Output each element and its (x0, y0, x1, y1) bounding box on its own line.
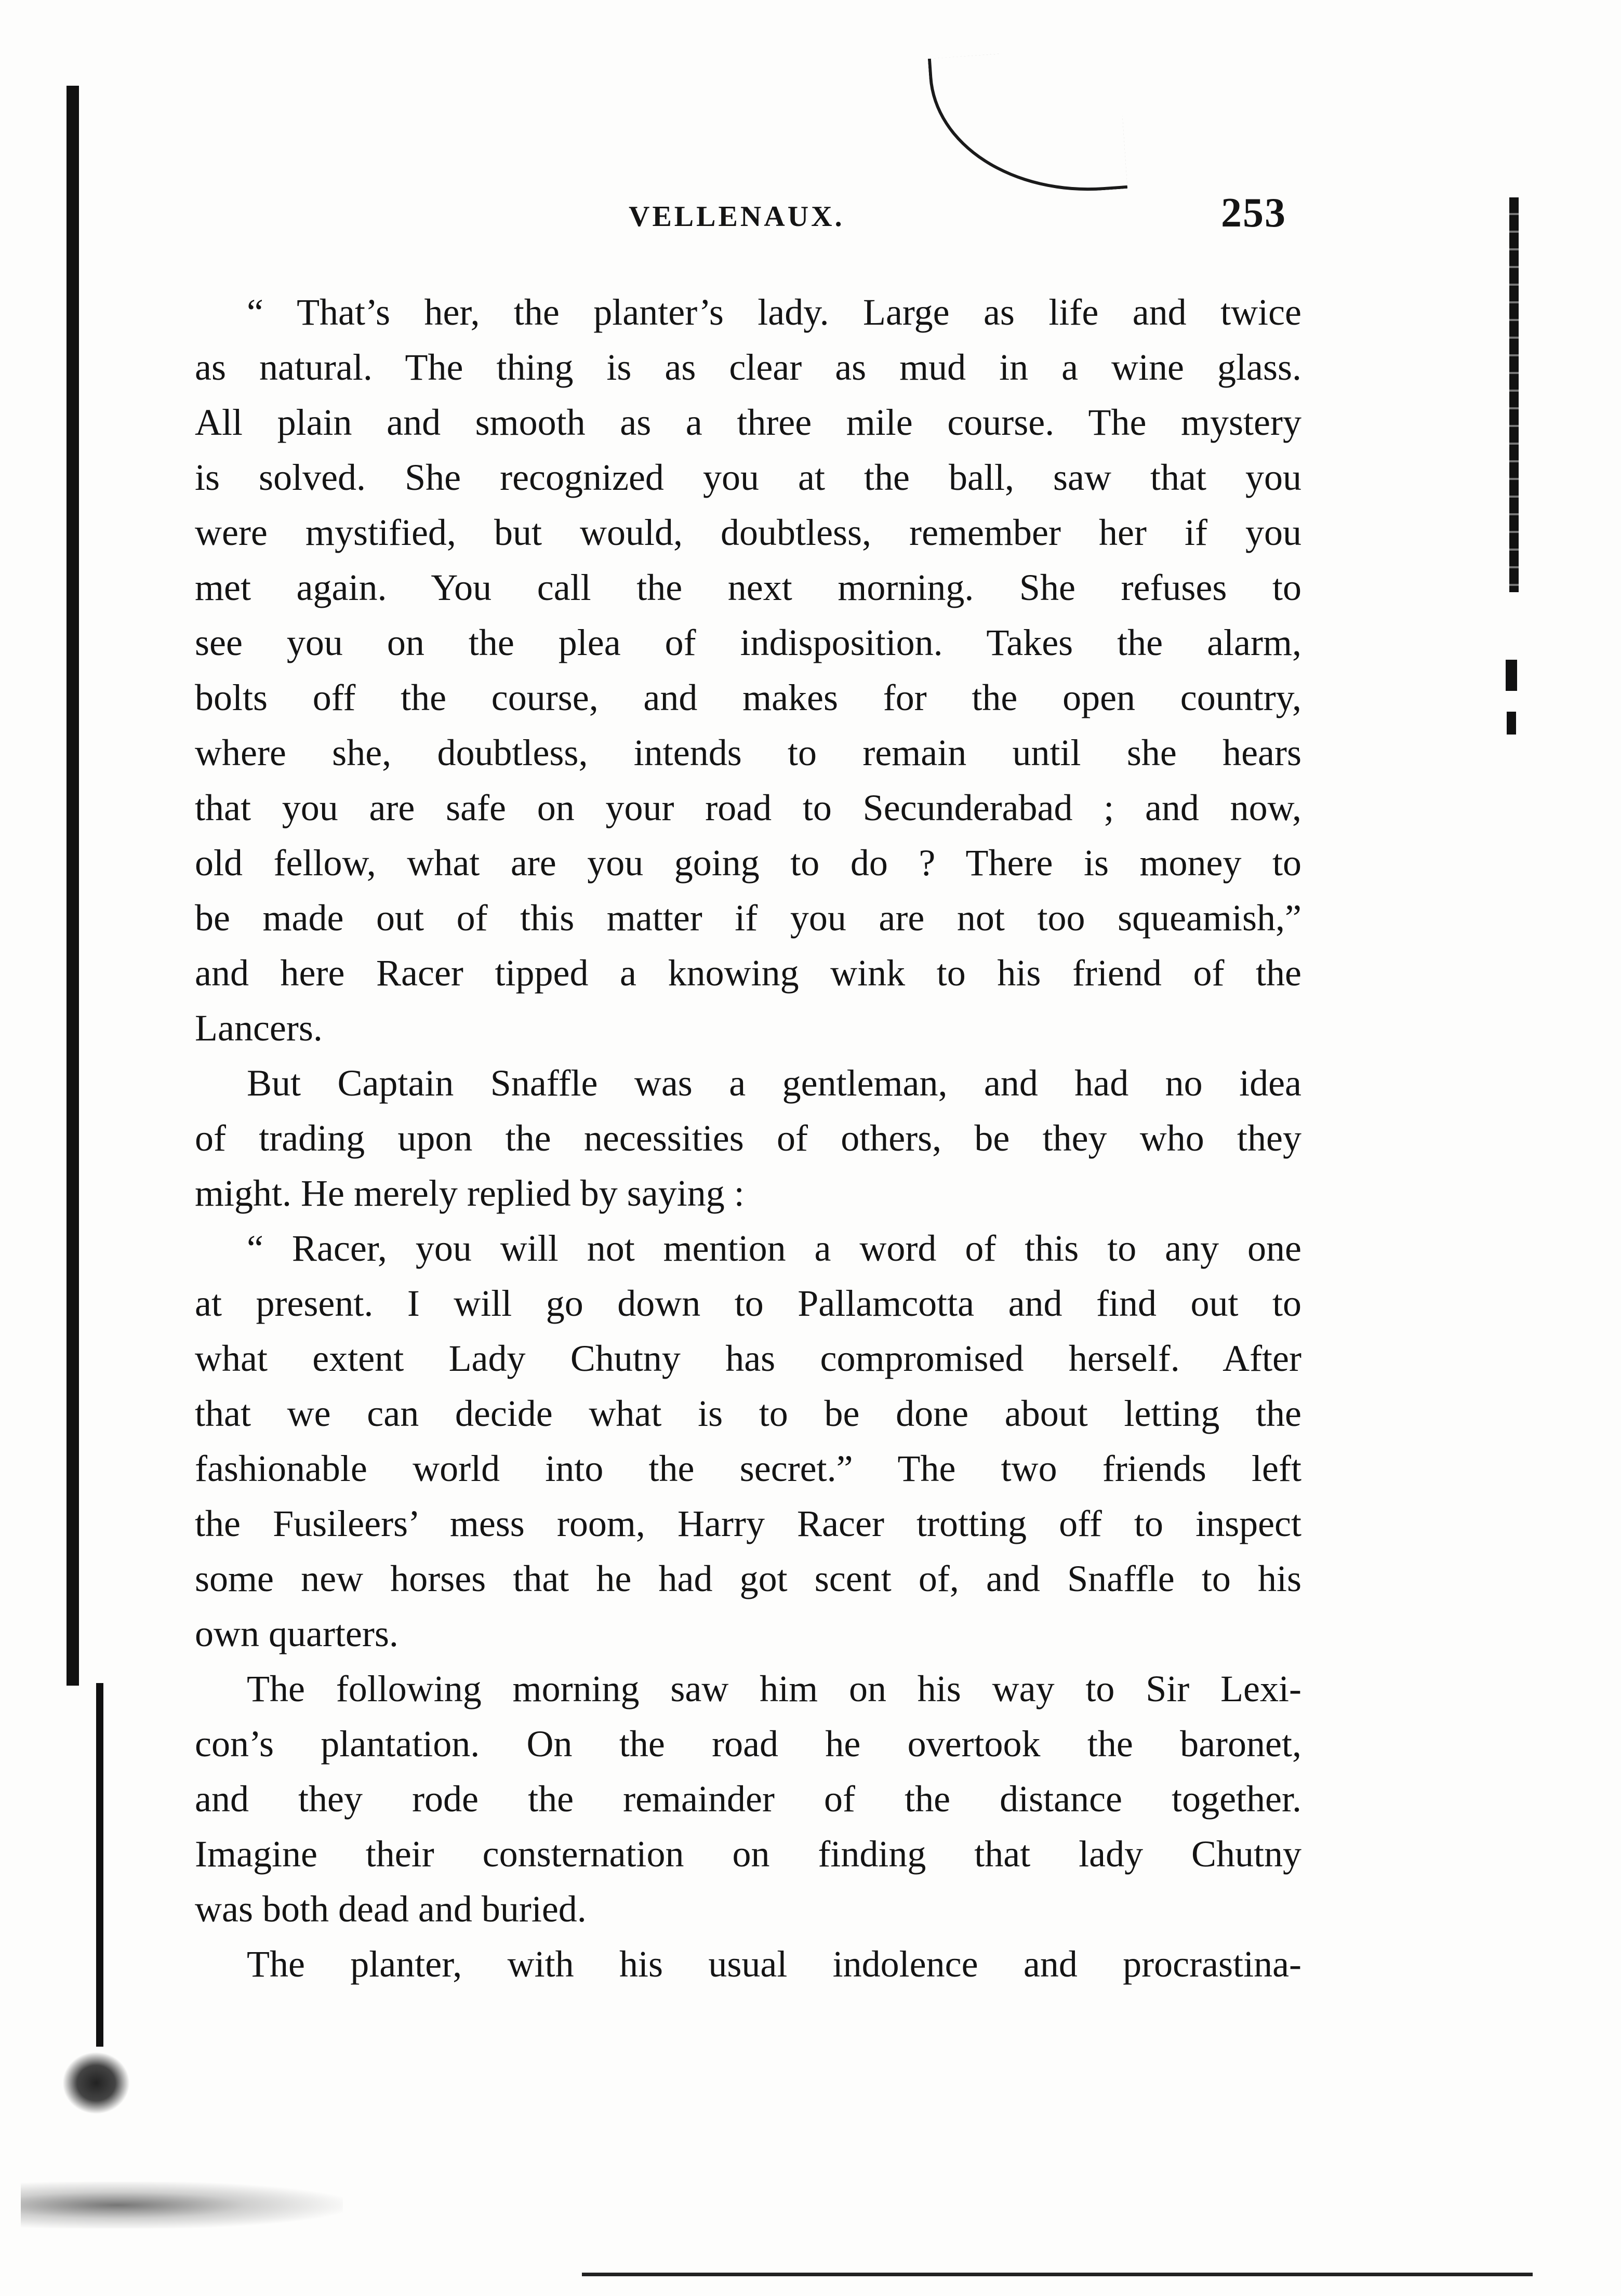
scan-binding-shadow (67, 86, 79, 1686)
text-line: “ Racer, you will not mention a word of this to any one (247, 1227, 1301, 1269)
text-line: own quarters. (195, 1613, 398, 1654)
paragraph (195, 1937, 1301, 1992)
text-line: bolts off the course, and makes for the open country, (195, 677, 1301, 718)
text-line: see you on the plea of indisposition. Takes the alarm, (195, 622, 1301, 663)
text-line: at present. I will go down to Pallamcotta and find out to (195, 1283, 1301, 1324)
text-line: the Fusileers’ mess room, Harry Racer trotting off to inspect (195, 1503, 1301, 1544)
text-line: fashionable world into the secret.” The two friends left (195, 1448, 1301, 1489)
paragraph (195, 1661, 1301, 1937)
text-line: The planter, with his usual indolence and procrastina- (247, 1943, 1301, 1985)
paragraph (195, 285, 1301, 1056)
text-line: that you are safe on your road to Secunderabad ; and now, (195, 787, 1301, 829)
text-line: con’s plantation. On the road he overtook the baronet, (195, 1723, 1301, 1765)
page-crease-line (928, 46, 1127, 202)
text-line: where she, doubtless, intends to remain until she hears (195, 732, 1301, 773)
text-line: some new horses that he had got scent of, and Snaffle to his (195, 1558, 1301, 1599)
paragraph (195, 1056, 1301, 1221)
scan-edge-mark (1506, 660, 1517, 691)
text-line: The following morning saw him on his way to Sir Lexi- (247, 1668, 1301, 1710)
text-line: what extent Lady Chutny has compromised herself. After (195, 1338, 1301, 1379)
text-line: was both dead and buried. (195, 1888, 587, 1930)
paragraph (195, 1221, 1301, 1661)
scan-ink-blot (62, 2052, 130, 2114)
text-line: and here Racer tipped a knowing wink to his friend of the (195, 952, 1301, 994)
scan-smudge (21, 2182, 343, 2228)
body-text (195, 285, 1301, 1992)
text-line: were mystified, but would, doubtless, remember her if you (195, 512, 1301, 553)
text-line: met again. You call the next morning. She refuses to (195, 567, 1301, 608)
text-line: But Captain Snaffle was a gentleman, and had no idea (247, 1062, 1301, 1104)
text-line: of trading upon the necessities of others, be they who they (195, 1117, 1301, 1159)
text-line: All plain and smooth as a three mile course. The mystery (195, 402, 1301, 443)
text-line: Lancers. (195, 1007, 323, 1049)
text-line: and they rode the remainder of the distance together. (195, 1778, 1301, 1820)
text-line: is solved. She recognized you at the ball, saw that you (195, 457, 1301, 498)
text-line: Imagine their consternation on finding that lady Chutny (195, 1833, 1301, 1875)
text-line: might. He merely replied by saying : (195, 1172, 745, 1214)
scan-binding-shadow-lower (96, 1683, 103, 2047)
running-title: VELLENAUX. (629, 201, 845, 233)
scan-edge-mark (1507, 712, 1516, 735)
scan-bottom-edge (582, 2273, 1533, 2276)
text-line: as natural. The thing is as clear as mud in a wine glass. (195, 346, 1301, 388)
text-line: that we can decide what is to be done about letting the (195, 1393, 1301, 1434)
scan-edge-marks (1509, 197, 1519, 592)
text-line: “ That’s her, the planter’s lady. Large as life and twice (247, 291, 1301, 333)
text-line: be made out of this matter if you are not too squeamish,” (195, 897, 1301, 939)
page-number: 253 (1221, 190, 1286, 236)
text-line: old fellow, what are you going to do ? There is money to (195, 842, 1301, 884)
